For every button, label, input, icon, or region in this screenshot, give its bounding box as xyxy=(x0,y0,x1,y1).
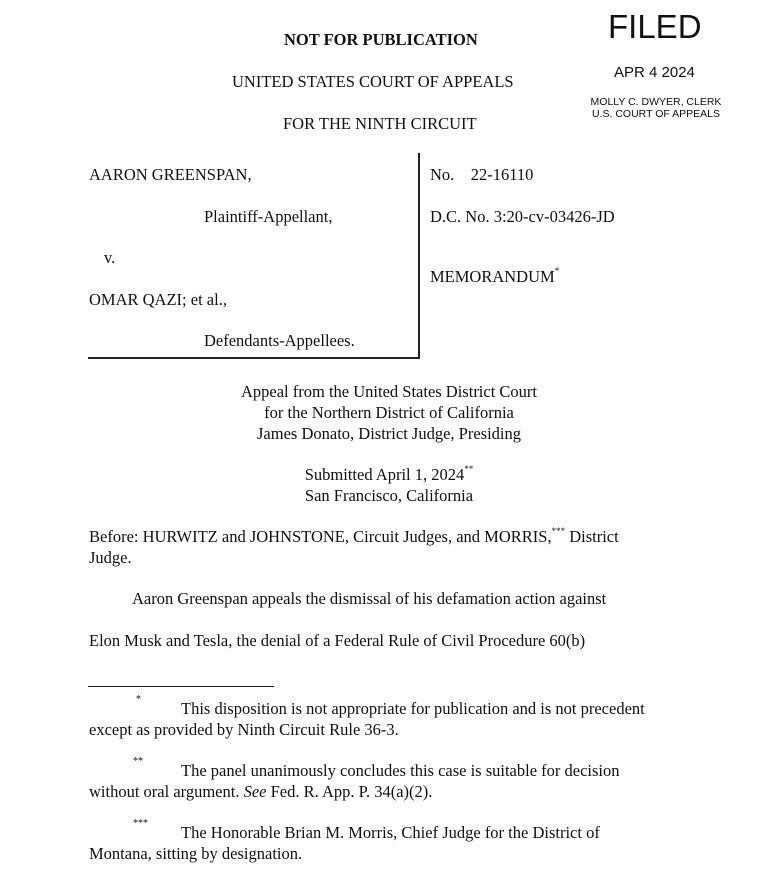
footnote-1-mark: * xyxy=(136,694,141,705)
footnote-2-text-a: without oral argument. xyxy=(89,782,244,801)
footnote-ref-1: * xyxy=(554,265,560,276)
not-for-publication: NOT FOR PUBLICATION xyxy=(284,30,478,49)
footnote-2-line-1: The panel unanimously concludes this case is suitable for decision xyxy=(181,761,620,780)
clerk-court: U.S. COURT OF APPEALS xyxy=(592,108,720,120)
footnote-1-line-1: This disposition is not appropriate for publication and is not precedent xyxy=(181,699,645,718)
filed-stamp: FILED xyxy=(608,8,702,45)
submitted-location: San Francisco, California xyxy=(304,486,474,505)
footnote-2-see: See xyxy=(243,782,267,801)
body-line-1: Aaron Greenspan appeals the dismissal of his defamation action against xyxy=(132,589,607,608)
footnote-ref-2: ** xyxy=(464,463,474,474)
defendant-name: OMAR QAZI; et al., xyxy=(89,290,227,309)
panel-judges: Before: HURWITZ and JOHNSTONE, Circuit Judges, and MORRIS, xyxy=(89,527,552,546)
footnote-divider xyxy=(88,686,274,687)
case-number xyxy=(430,165,533,185)
versus: v. xyxy=(104,248,116,267)
panel-judges-cont: District xyxy=(565,527,619,546)
footnote-2-mark: ** xyxy=(133,756,143,767)
memorandum-label: MEMORANDUM xyxy=(430,267,555,286)
memorandum-title xyxy=(430,267,559,287)
panel-line-1 xyxy=(89,527,619,547)
plaintiff-name: AARON GREENSPAN, xyxy=(89,165,252,184)
appeal-line-3: James Donato, District Judge, Presiding xyxy=(257,424,521,443)
body-line-2: Elon Musk and Tesla, the denial of a Federal Rule of Civil Procedure 60(b) xyxy=(89,631,586,650)
case-number-value: 22-16110 xyxy=(470,165,534,184)
footnote-2-text-b: Fed. R. App. P. 34(a)(2). xyxy=(266,782,433,801)
filed-date: APR 4 2024 xyxy=(614,64,695,81)
appeal-line-1: Appeal from the United States District Court xyxy=(240,382,538,401)
footnote-ref-3: *** xyxy=(551,525,566,536)
clerk-block xyxy=(583,96,729,120)
footnote-1-line-2: except as provided by Ninth Circuit Rule 36-3. xyxy=(89,720,399,739)
dc-number: D.C. No. 3:20-cv-03426-JD xyxy=(430,207,615,226)
panel-line-2: Judge. xyxy=(89,548,132,567)
case-number-label: No. xyxy=(430,165,455,184)
defendant-role: Defendants-Appellees. xyxy=(204,331,355,350)
submitted-date xyxy=(0,465,775,485)
plaintiff-role: Plaintiff-Appellant, xyxy=(204,207,333,226)
submitted-text: Submitted April 1, 2024 xyxy=(304,465,465,484)
footnote-3-line-1: The Honorable Brian M. Morris, Chief Judge for the District of xyxy=(181,823,600,842)
court-name: UNITED STATES COURT OF APPEALS xyxy=(232,72,514,91)
clerk-name: MOLLY C. DWYER, CLERK xyxy=(590,96,722,108)
footnote-3-line-2: Montana, sitting by designation. xyxy=(89,844,303,863)
footnote-2-line-2 xyxy=(89,782,432,802)
appeal-line-2: for the Northern District of California xyxy=(264,403,514,422)
footnote-3-mark: *** xyxy=(133,818,148,829)
circuit-name: FOR THE NINTH CIRCUIT xyxy=(283,114,477,133)
